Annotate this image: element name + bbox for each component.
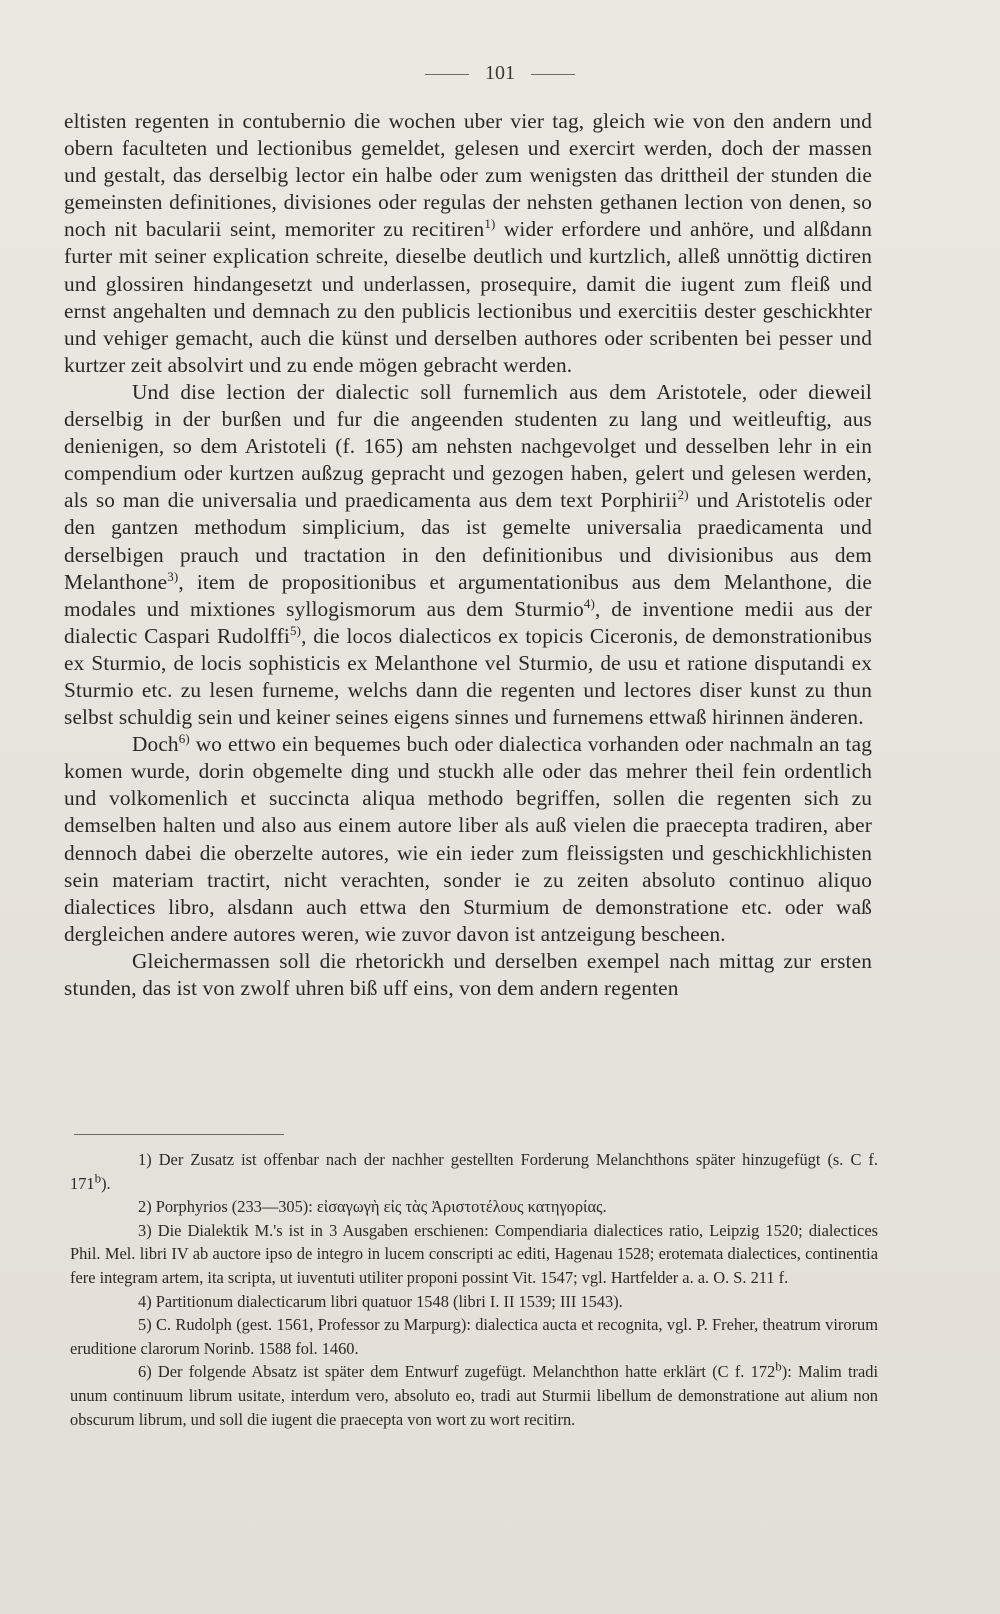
paragraph — [64, 379, 872, 731]
text-run: ). — [101, 1173, 111, 1193]
paragraph — [64, 108, 872, 379]
footnote — [70, 1360, 878, 1431]
text-run: , die locos dialecticos ex topicis Ciceronis, de demonstrationibus ex Sturmio, de locis sophisticis ex Melanthone vel Sturmio, de usu et ratione disputandi ex Sturmio etc. zu lesen furneme, welchs dann die regenten und lectores diser kunst zu thun selbst schuldig sein und keiner seines eigens sinnes und furnemens ettwaß hirinnen änderen. — [64, 623, 873, 730]
text-run: , de inventione medii aus der dialectic Caspari Rudolffi — [64, 596, 872, 648]
header-rule-right — [531, 74, 575, 75]
footnote — [70, 1313, 878, 1360]
text-run: 6) Der folgende Absatz ist später dem Entwurf zugefügt. Melanchthon hatte erklärt (C f. 172 — [138, 1362, 776, 1382]
text-run: 3) Die Dialektik M.'s ist in 3 Ausgaben erschienen: Compendiaria dialectices ratio, Leipzig 1520; dialectices Phil. Mel. libri IV ab auctore ipso de integro in lucem conscripti ac editi, Hagenau 1528; erotemata dialectices, continentia fere integram artem, ita scripta, ut iuventuti utiliter proponi possint Vit. 1547; vgl. Hartfelder a. a. O. S. 211 f. — [70, 1220, 878, 1287]
footnotes — [70, 1148, 878, 1431]
text-run: eltisten regenten in contubernio die wochen uber vier tag, gleich wie von den andern und obern faculteten und lectionibus gemeldet, gelesen und exercirt werden, doch der massen und gestalt, das derselbig lector ein halbe oder zum wenigsten das drittheil der stunden die gemeinsten definitiones, divisiones oder regulas der nehsten gethanen lection von denen, so noch nit bacularii seint, memoriter zu recitiren — [64, 109, 872, 242]
text-run: und Aristotelis oder den gantzen methodum simplicium, das ist gemelte universalia praedicamenta und derselbigen prauch und tractation in den definitionibus und divisionibus aus dem Melanthone — [64, 488, 872, 594]
text-run: , item de propositionibus et argumentationibus aus dem Melanthone, die modales und mixtiones syllogismorum aus dem Sturmio — [64, 569, 872, 621]
footnote-marker: b — [94, 1170, 102, 1186]
footnote — [70, 1219, 878, 1290]
footnote-marker: 1) — [484, 216, 496, 232]
footnote — [70, 1195, 878, 1219]
footnote — [70, 1148, 878, 1195]
footnote-marker: b — [775, 1358, 782, 1374]
paragraph — [64, 731, 872, 948]
page-number: 101 — [485, 62, 515, 84]
footnote-marker: 4) — [583, 595, 596, 611]
header-rule-left — [425, 74, 469, 75]
text-run: 2) Porphyrios (233—305): εἰσαγωγὴ εἰς τὰς Ἀριστοτέλους κατηγορίας. — [138, 1197, 607, 1217]
footnote-marker: 3) — [167, 568, 179, 584]
text-run: 1) Der Zusatz ist offenbar nach der nachher gestellten Forderung Melanchthons später hinzugefügt (s. C f. 171 — [70, 1150, 878, 1193]
footnote-marker: 6) — [178, 731, 190, 747]
text-run: Gleichermassen soll die rhetorickh und derselben exempel nach mittag zur ersten stunden, das ist von zwolf uhren biß uff eins, von dem andern regenten — [64, 948, 872, 1000]
footnote-marker: 2) — [677, 487, 689, 503]
text-run: Doch — [132, 732, 179, 757]
footnote-marker: 5) — [289, 622, 302, 638]
page-header — [0, 62, 1000, 85]
text-run: 5) C. Rudolph (gest. 1561, Professor zu Marpurg): dialectica aucta et recognita, vgl. P. Freher, theatrum virorum eruditione clarorum Norinb. 1588 fol. 1460. — [70, 1315, 878, 1358]
main-text — [64, 108, 872, 1002]
footnote-separator — [74, 1134, 284, 1135]
footnote — [70, 1290, 878, 1314]
paragraph — [64, 948, 872, 1002]
text-run: 4) Partitionum dialecticarum libri quatuor 1548 (libri I. II 1539; III 1543). — [138, 1291, 623, 1311]
text-run: wo ettwo ein bequemes buch oder dialectica vorhanden oder nachmaln an tag komen wurde, dorin obgemelte ding und stuckh alle oder das mehrer theil fein ordentlich und volkomenlich et succincta aliqua methodo begriffen, sollen die regenten sich zu demselben halten und also aus einem autore liber als auß vielen die praecepta tradiren, aber dennoch dabei die oberzelte autores, wie ein ieder zum fleissigsten und geschickhlichisten sein materiam tractirt, nicht verachten, sonder ie zu zeiten absoluto continuo aliquo dialectices libro, alsdann auch ettwa den Sturmium de demonstratione etc. oder waß dergleichen andere autores weren, wie zuvor davon ist antzeigung bescheen. — [64, 732, 872, 946]
text-run: ): Malim tradi unum continuum librum usitate, interdum vero, absoluto eo, tradi aut Sturmii libellum de demonstratione aut alium non obscurum librum, und soll die iugent die praecepta von wort zu wort recitirn. — [70, 1362, 878, 1429]
text-run: wider erfordere und anhöre, und alßdann furter mit seiner explication schreite, dieselbe deutlich und kurtzlich, alleß unnöttig dictiren und glossiren hindangesetzt und underlassen, prosequire, damit die iugent zum fleiß und ernst angehalten und demnach zu den publicis lectionibus und exercitiis dester geschickhter und vehiger gemacht, auch die künst und derselben authores oder scribenten bei pesser und kurtzer zeit absolvirt und zu ende mögen gebracht werden. — [64, 217, 872, 377]
text-run: Und dise lection der dialectic soll furnemlich aus dem Aristotele, oder dieweil derselbig in der burßen und fur die angeenden studenten zu lang und weitleuftig, aus denienigen, so dem Aristoteli (f. 165) am nehsten nachgevolget und desselben lehr in ein compendium oder kurtzen außzug gepracht und gezogen haben, gelert und gelesen werden, als so man die universalia und praedicamenta aus dem text Porphirii — [64, 379, 872, 513]
